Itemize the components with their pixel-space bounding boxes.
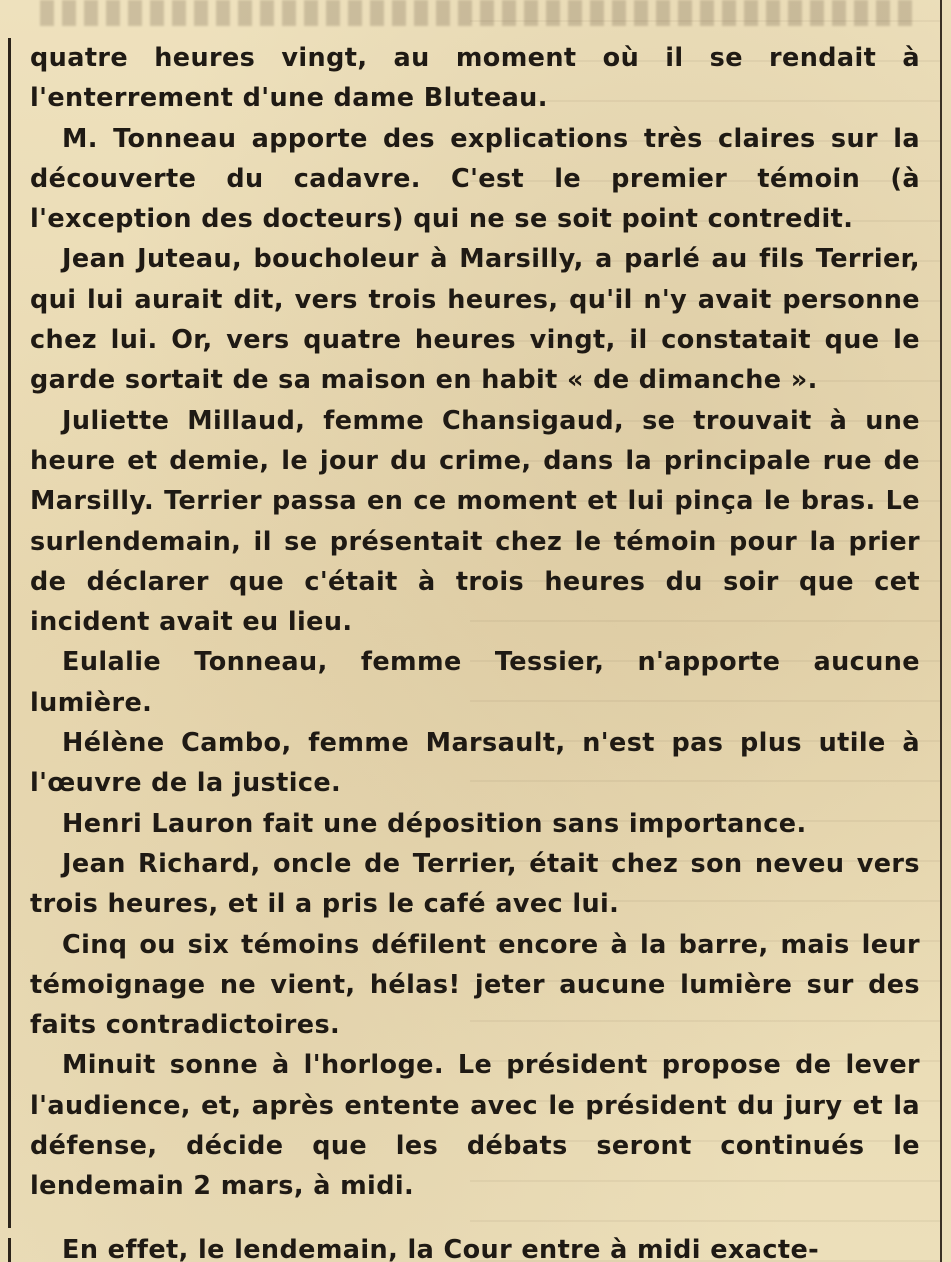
paragraph-5: Eulalie Tonneau, femme Tessier, n'apporte aucune lumière. xyxy=(30,647,920,718)
right-column-rule xyxy=(940,0,942,1262)
paragraph-10: Minuit sonne à l'horloge. Le président propose de lever l'audience, et, après entente avec le président du jury et la défense, décide que les débats seront continués le lendemain 2 mars, à midi. xyxy=(30,1050,920,1202)
paragraph-7: Henri Lauron fait une déposition sans importance. xyxy=(62,808,807,839)
paragraph-8: Jean Richard, oncle de Terrier, était chez son neveu vers trois heures, et il a pris le café avec lui. xyxy=(30,848,920,920)
partial-cut-off-line: En effet, le lendemain, la Cour entre à midi exacte- xyxy=(62,1235,820,1262)
paragraph-3: Jean Juteau, boucholeur à Marsilly, a parlé au fils Terrier, qui lui aurait dit, vers trois heures, qu'il n'y avait personne chez lui. Or, vers quatre heures vingt, il constatait que le garde sortait de sa maison en habit « de dimanche ». xyxy=(30,244,920,396)
left-column-rule-stub xyxy=(8,1238,11,1262)
paragraph-1: quatre heures vingt, au moment où il se rendait à l'enterrement d'une dame Bluteau. xyxy=(30,43,920,114)
cropped-top-line xyxy=(40,0,920,26)
paragraph-2: M. Tonneau apporte des explications très claires sur la découverte du cadavre. C'est le premier témoin (à l'exception des docteurs) qui ne se soit point contredit. xyxy=(30,123,920,235)
paragraph-4: Juliette Millaud, femme Chansigaud, se trouvait à une heure et demie, le jour du crime, dans la principale rue de Marsilly. Terrier passa en ce moment et lui pinça le bras. Le surlendemain, il se présentait chez le témoin pour la prier de déclarer que c'était à trois heures du soir que cet incident avait eu lieu. xyxy=(30,405,920,638)
paragraph-9: Cinq ou six témoins défilent encore à la barre, mais leur témoignage ne vient, hélas! jeter aucune lumière sur des faits contradictoires. xyxy=(30,929,920,1041)
left-column-rule xyxy=(8,38,11,1228)
paragraph-6: Hélène Cambo, femme Marsault, n'est pas plus utile à l'œuvre de la justice. xyxy=(30,728,920,799)
article-column xyxy=(30,38,920,1207)
